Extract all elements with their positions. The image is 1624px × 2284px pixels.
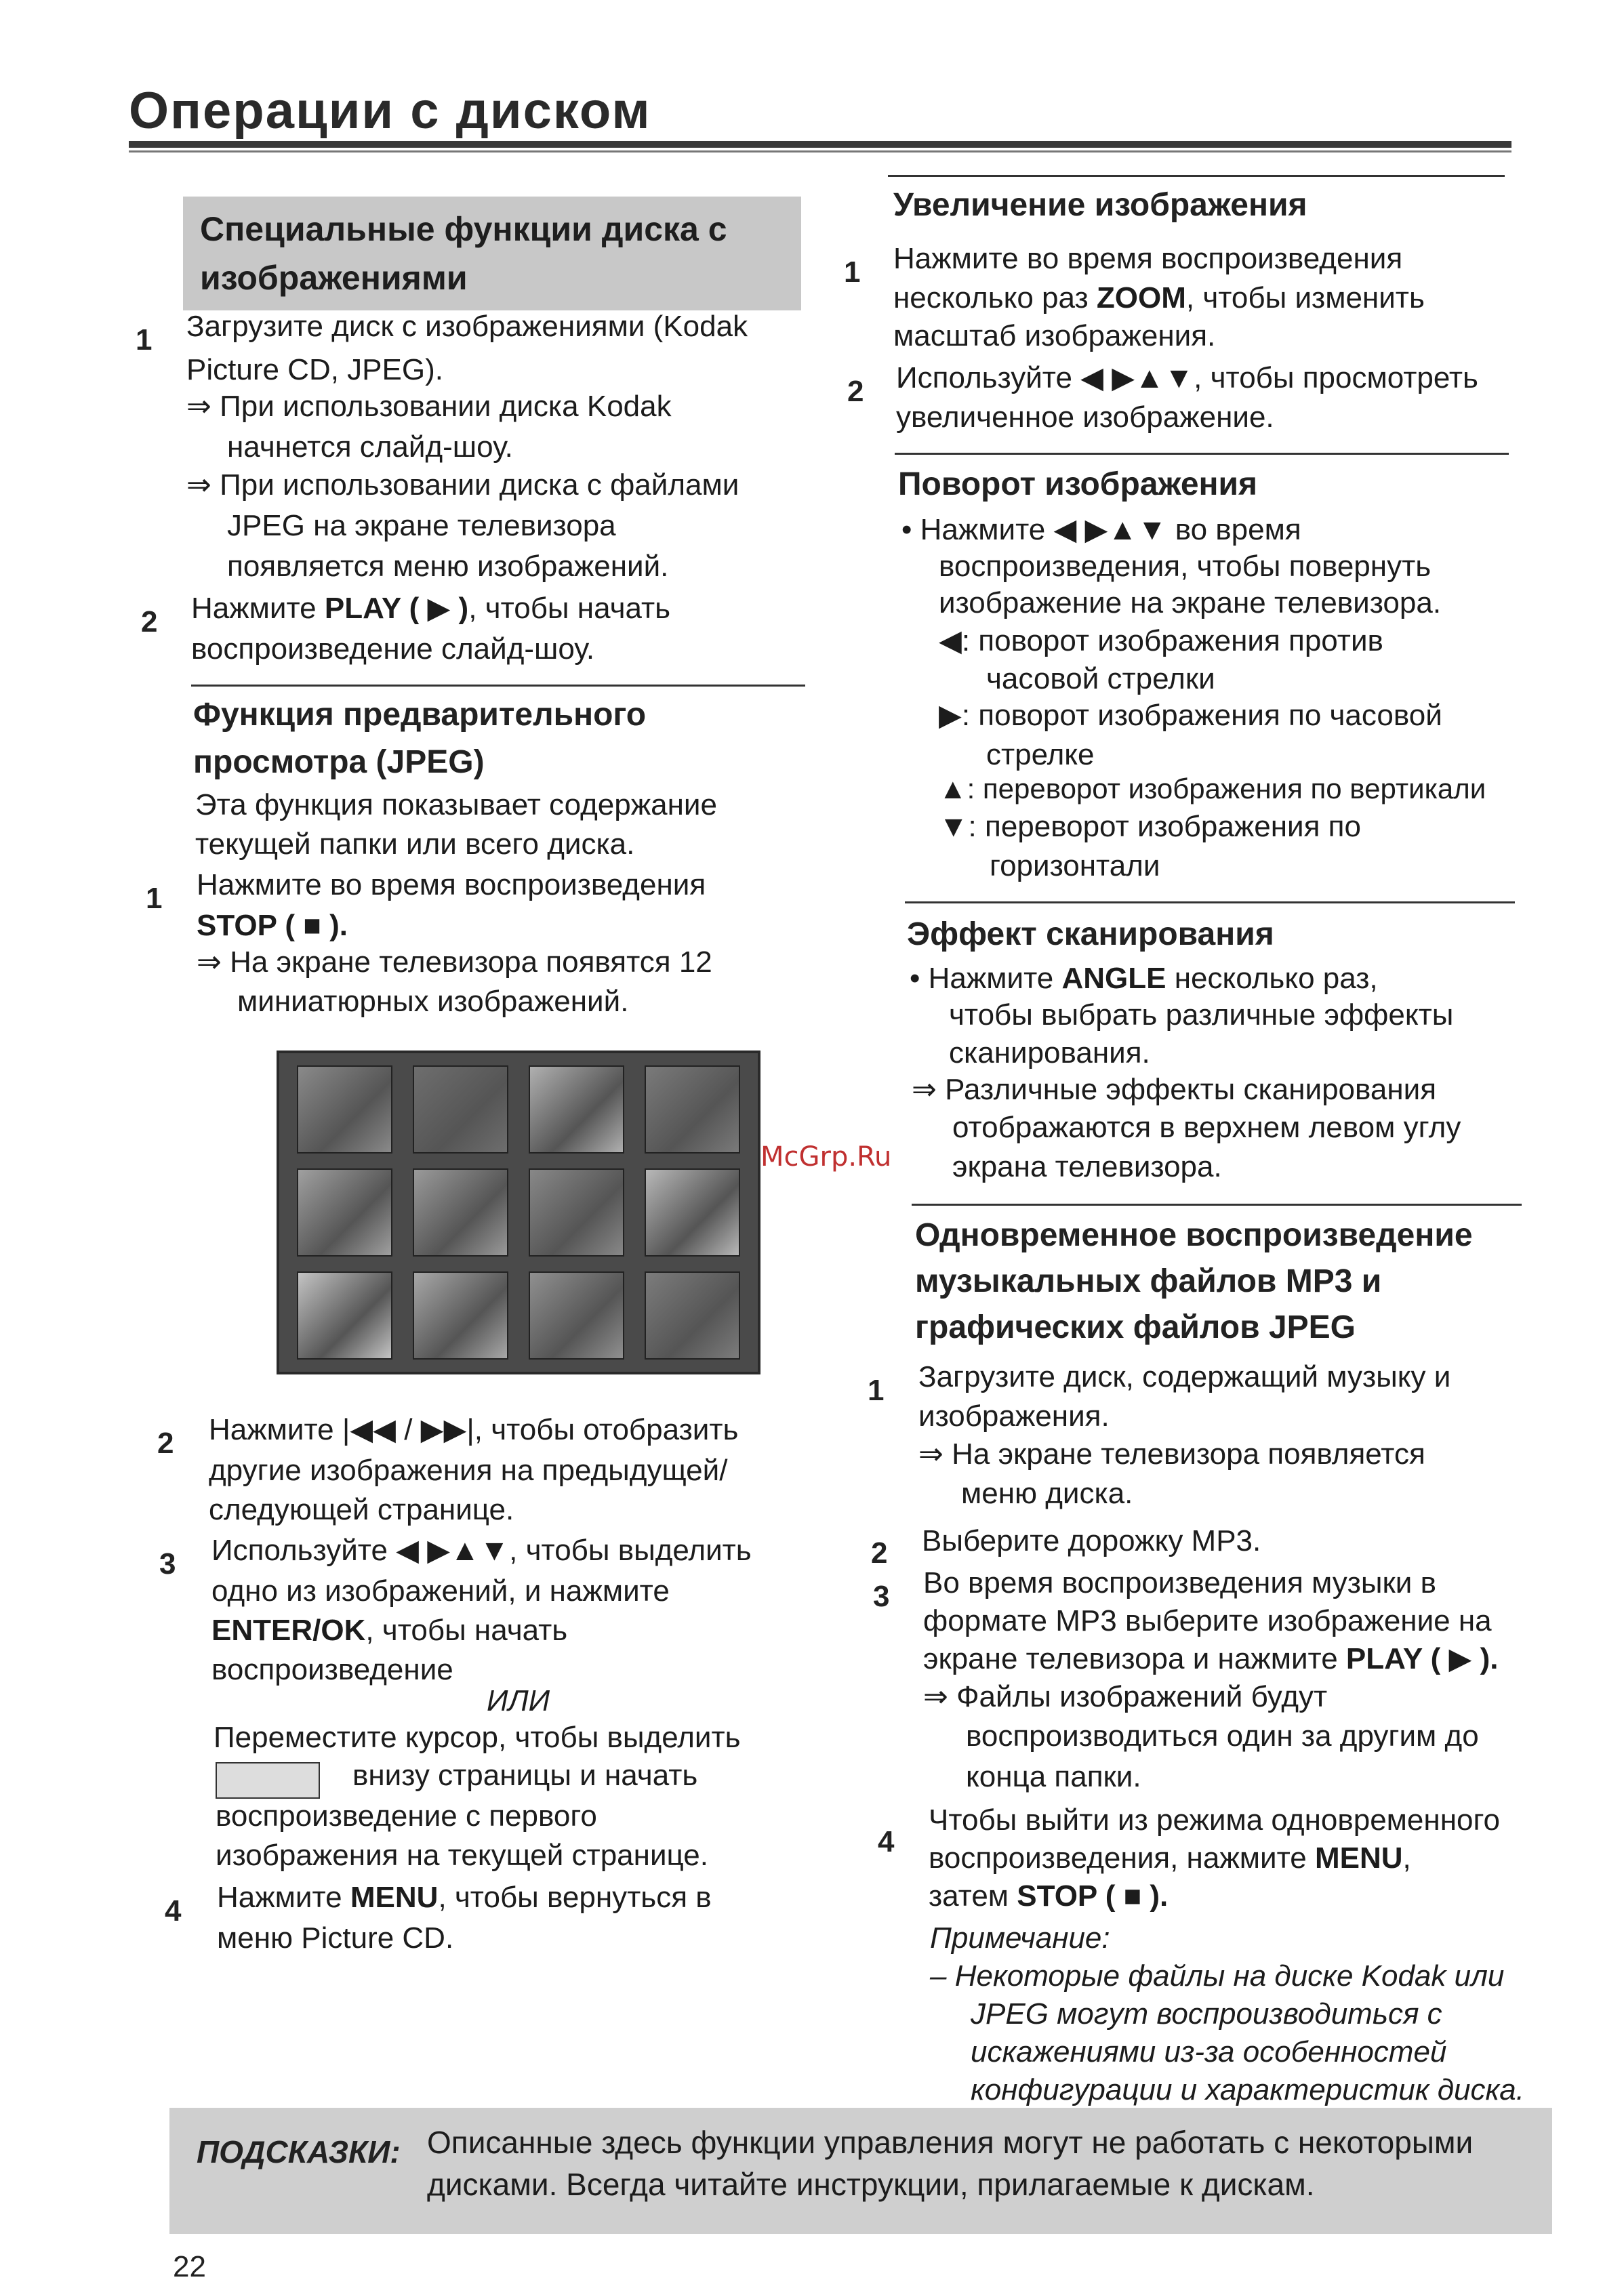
step-number: 4 (878, 1825, 895, 1858)
watermark: McGrp.Ru (760, 1141, 892, 1172)
step-number: 2 (157, 1427, 174, 1460)
preview-step3: изображения на текущей странице. (216, 1839, 708, 1872)
step1-result: начнется слайд-шоу. (227, 430, 513, 464)
rotate-text: • Нажмите ◀ ▶▲▼ во время (901, 513, 1301, 546)
section-rule (912, 1204, 1522, 1206)
zoom-heading: Увеличение изображения (893, 187, 1307, 223)
step2-line: воспроизведение слайд-шоу. (191, 632, 595, 666)
thumbnail-image (413, 1168, 508, 1257)
preview-intro: текущей папки или всего диска. (195, 828, 635, 861)
step1-result: ⇒ При использовании диска Kodak (186, 390, 672, 423)
zoom-step2: увеличенное изображение. (896, 401, 1274, 434)
mp3-heading: музыкальных файлов MP3 и (915, 1263, 1382, 1299)
section-rule (905, 901, 1515, 903)
scan-result: ⇒ Различные эффекты сканирования (912, 1073, 1437, 1106)
step1-result: появляется меню изображений. (227, 550, 669, 583)
mp3-step1-result: меню диска. (961, 1477, 1133, 1510)
step2-line: Нажмите PLAY ( ▶ ), чтобы начать (191, 592, 671, 625)
preview-step3: воспроизведение (211, 1653, 453, 1686)
thumbnail-grid-image (277, 1051, 760, 1374)
preview-step1: STOP ( ■ ). (197, 909, 348, 942)
thumbnail-image (529, 1168, 624, 1257)
mp3-step1-result: ⇒ На экране телевизора появляется (918, 1437, 1425, 1471)
step1-result: JPEG на экране телевизора (227, 509, 616, 542)
special-heading: Специальные функции диска с изображениями (200, 210, 727, 297)
preview-step3: одно из изображений, и нажмите (211, 1574, 670, 1608)
note-text: JPEG могут воспроизводиться с (971, 1997, 1442, 2031)
rotate-right: ▶: поворот изображения по часовой (939, 699, 1442, 732)
zoom-step1: Нажмите во время воспроизведения (893, 242, 1403, 275)
scan-result: отображаются в верхнем левом углу (952, 1111, 1461, 1144)
step-number: 3 (159, 1547, 176, 1581)
rotate-left: часовой стрелки (986, 662, 1215, 695)
thumbnail-image (645, 1271, 740, 1360)
section-rule (888, 175, 1505, 177)
preview-step2: следующей странице. (209, 1493, 514, 1526)
preview-step3: воспроизведение с первого (216, 1799, 597, 1833)
note-label: Примечание: (930, 1921, 1110, 1955)
thumbnail-image (529, 1065, 624, 1154)
mp3-step4: Чтобы выйти из режима одновременного (929, 1803, 1501, 1837)
mp3-step3-result: конца папки. (966, 1760, 1141, 1793)
scan-result: экрана телевизора. (952, 1150, 1222, 1183)
step1-line: Загрузите диск с изображениями (Kodak (186, 310, 748, 343)
step-number: 1 (146, 882, 163, 915)
scan-text: • Нажмите ANGLE несколько раз, (910, 962, 1378, 995)
page-title: Операции с диском (129, 82, 651, 140)
or-separator: ИЛИ (487, 1684, 550, 1717)
flip-vertical: ▲: переворот изображения по вертикали (939, 773, 1486, 804)
mp3-heading: Одновременное воспроизведение (915, 1217, 1473, 1253)
mp3-step3: формате MP3 выберите изображение на (923, 1604, 1492, 1637)
step-number: 2 (141, 605, 158, 638)
flip-horizontal: ▼: переворот изображения по (939, 810, 1361, 843)
preview-step1-result: ⇒ На экране телевизора появятся 12 (197, 945, 712, 979)
tips-label: ПОДСКАЗКИ: (197, 2134, 401, 2169)
rotate-right: стрелке (986, 738, 1095, 771)
mp3-heading: графических файлов JPEG (915, 1309, 1356, 1345)
preview-step1-result: миниатюрных изображений. (237, 985, 629, 1018)
zoom-step1: масштаб изображения. (893, 319, 1216, 352)
preview-step4: Нажмите MENU, чтобы вернуться в (217, 1881, 712, 1914)
thumbnail-image (297, 1168, 392, 1257)
thumbnail-image (297, 1065, 392, 1154)
preview-step3: ENTER/OK, чтобы начать (211, 1614, 568, 1647)
step-number: 1 (868, 1374, 885, 1407)
rotate-text: воспроизведения, чтобы повернуть (939, 550, 1432, 583)
step-number: 2 (871, 1536, 888, 1570)
note-text: конфигурации и характеристик диска. (971, 2073, 1524, 2106)
mp3-step4: затем STOP ( ■ ). (929, 1879, 1169, 1913)
rotate-text: изображение на экране телевизора. (939, 586, 1442, 619)
page-number: 22 (173, 2250, 206, 2283)
step-number: 1 (136, 323, 153, 356)
preview-step3: внизу страницы и начать (352, 1759, 698, 1792)
thumbnail-image (413, 1065, 508, 1154)
step-number: 1 (844, 256, 861, 289)
preview-step4: меню Picture CD. (217, 1921, 454, 1955)
step-number: 4 (165, 1894, 182, 1928)
title-rule (129, 141, 1511, 148)
thumbnail-image (645, 1065, 740, 1154)
scan-heading: Эффект сканирования (907, 916, 1274, 952)
mp3-step2: Выберите дорожку MP3. (922, 1524, 1261, 1557)
mp3-step3: Во время воспроизведения музыки в (923, 1566, 1436, 1599)
mp3-step1: Загрузите диск, содержащий музыку и (918, 1360, 1451, 1393)
tips-line: дисками. Всегда читайте инструкции, прилагаемые к дискам. (427, 2167, 1315, 2202)
preview-step3: Используйте ◀ ▶▲▼, чтобы выделить (211, 1534, 752, 1567)
step-number: 3 (873, 1580, 890, 1613)
flip-horizontal: горизонтали (990, 849, 1160, 882)
preview-step2: другие изображения на предыдущей/ (209, 1454, 728, 1487)
preview-step1: Нажмите во время воспроизведения (197, 868, 706, 901)
note-text: искажениями из-за особенностей (971, 2035, 1447, 2068)
thumbnail-image (413, 1271, 508, 1360)
mp3-step3-result: воспроизводиться один за другим до (966, 1719, 1479, 1753)
mp3-step1: изображения. (918, 1400, 1110, 1433)
zoom-step1: несколько раз ZOOM, чтобы изменить (893, 281, 1425, 314)
section-rule (895, 453, 1509, 455)
thumbnail-image (529, 1271, 624, 1360)
preview-intro: Эта функция показывает содержание (195, 788, 717, 821)
preview-step2: Нажмите |◀◀ / ▶▶|, чтобы отобразить (209, 1413, 739, 1446)
scan-text: чтобы выбрать различные эффекты (949, 998, 1454, 1032)
section-rule (191, 685, 805, 687)
step1-line: Picture CD, JPEG). (186, 353, 443, 386)
mp3-step3-result: ⇒ Файлы изображений будут (923, 1680, 1328, 1713)
thumbnail-strip-icon (216, 1762, 320, 1799)
title-rule-thin (129, 150, 1511, 152)
rotate-heading: Поворот изображения (898, 466, 1258, 502)
mp3-step4: воспроизведения, нажмите MENU, (929, 1841, 1411, 1875)
tips-line: Описанные здесь функции управления могут не работать с некоторыми (427, 2125, 1474, 2160)
mp3-step3: экране телевизора и нажмите PLAY ( ▶ ). (923, 1642, 1499, 1675)
step-number: 2 (847, 375, 864, 408)
preview-heading: просмотра (JPEG) (193, 744, 485, 780)
thumbnail-image (645, 1168, 740, 1257)
preview-step3: Переместите курсор, чтобы выделить (214, 1721, 741, 1754)
thumbnail-image (297, 1271, 392, 1360)
scan-text: сканирования. (949, 1036, 1150, 1069)
step1-result: ⇒ При использовании диска с файлами (186, 468, 739, 502)
zoom-step2: Используйте ◀ ▶▲▼, чтобы просмотреть (896, 361, 1478, 394)
rotate-left: ◀: поворот изображения против (939, 624, 1383, 657)
tips-text (427, 2121, 1539, 2205)
note-text: – Некоторые файлы на диске Kodak или (930, 1959, 1505, 1993)
preview-heading: Функция предварительного (193, 697, 647, 733)
